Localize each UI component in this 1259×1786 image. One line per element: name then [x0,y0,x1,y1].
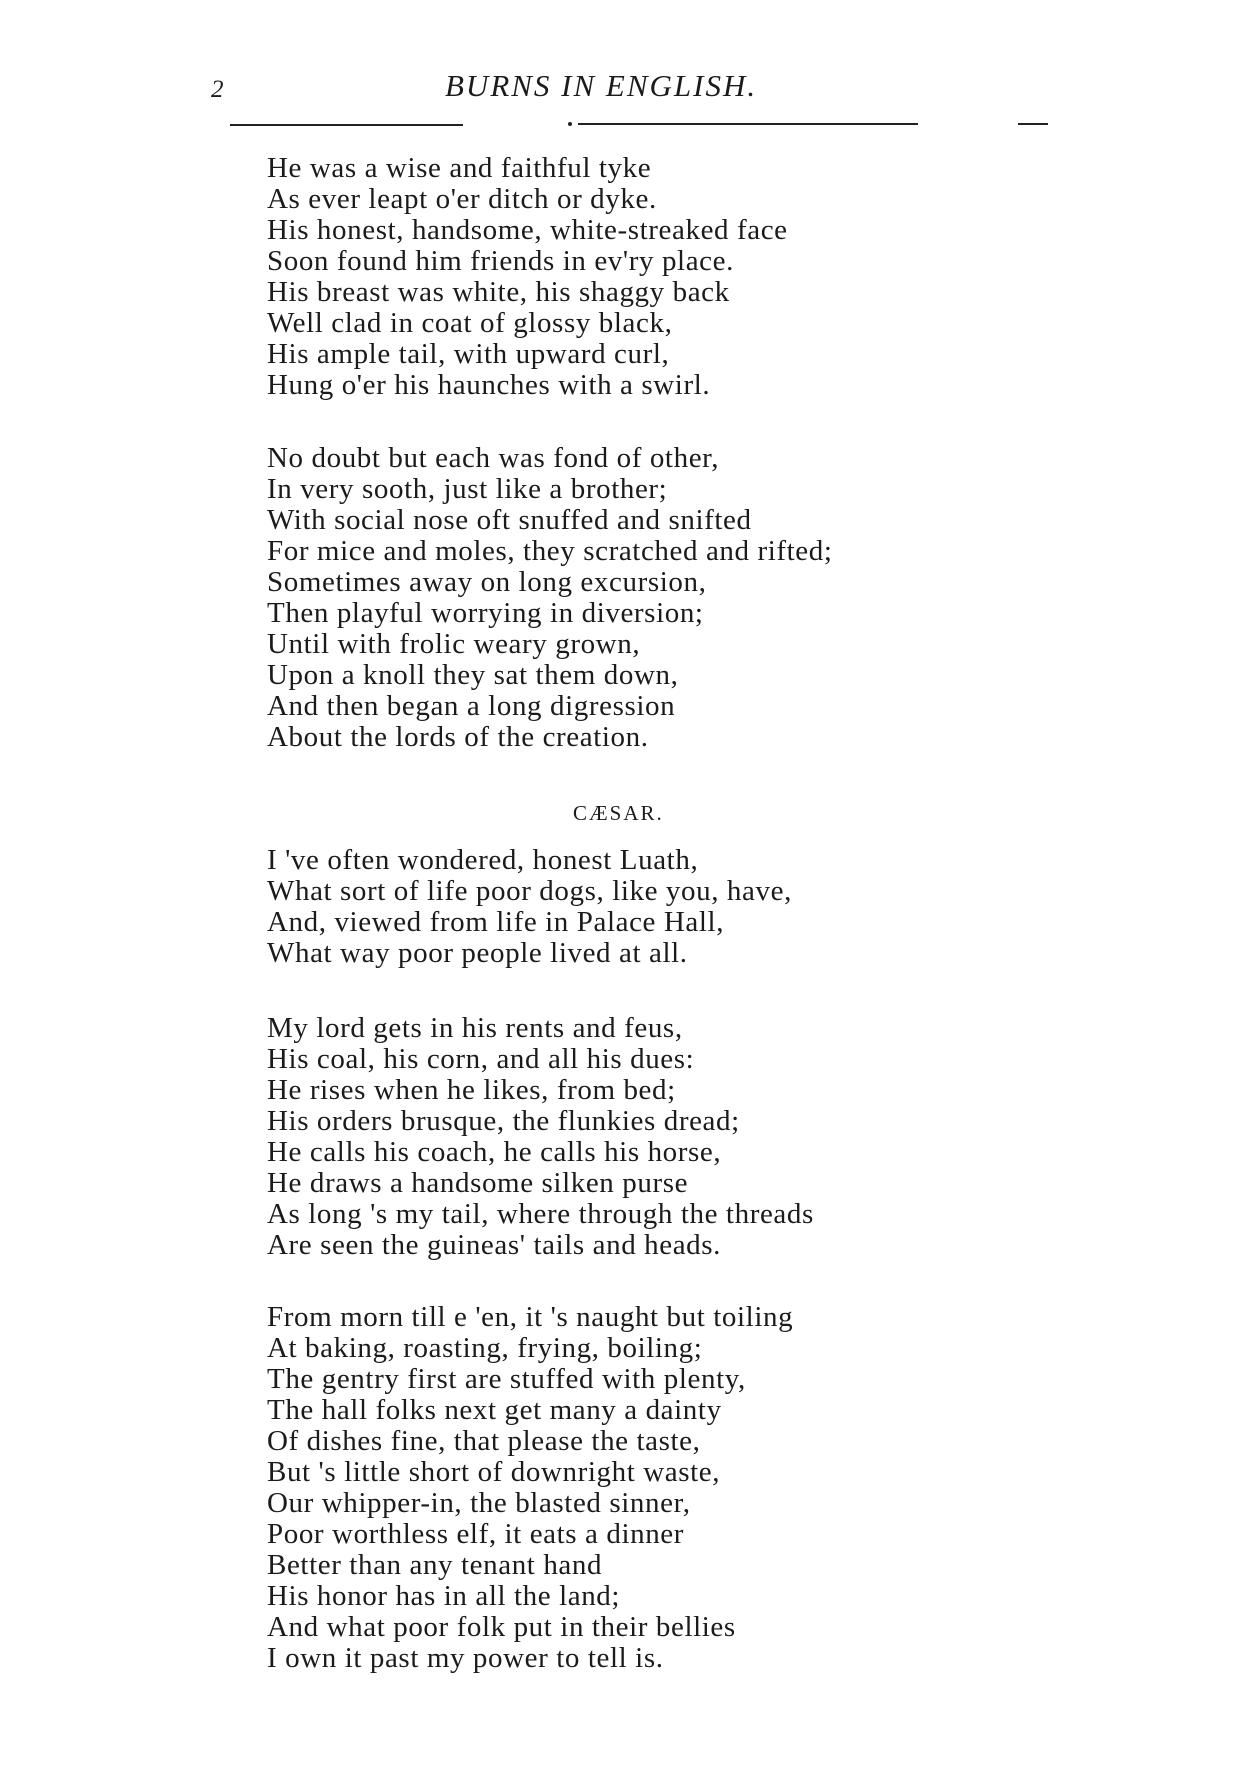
verse-line: I own it past my power to tell is. [267,1642,664,1674]
header-rule-short [1018,123,1048,125]
verse-line: Upon a knoll they sat them down, [267,659,679,691]
stanza-2 [267,443,833,753]
verse-line: No doubt but each was fond of other, [267,442,720,474]
verse-line: What sort of life poor dogs, like you, have, [267,875,792,907]
verse-line: As ever leapt o'er ditch or dyke. [267,183,657,215]
verse-line: Poor worthless elf, it eats a dinner [267,1518,685,1550]
stanza-4 [267,1013,814,1261]
verse-line: He was a wise and faithful tyke [267,152,652,184]
verse-line: Sometimes away on long excursion, [267,566,707,598]
verse-line: And what poor folk put in their bellies [267,1611,736,1643]
verse-line: I 've often wondered, honest Luath, [267,844,699,876]
verse-line: Until with frolic weary grown, [267,628,641,660]
header-rule-right [578,123,918,125]
verse-line: Soon found him friends in ev'ry place. [267,245,734,277]
verse-line: Hung o'er his haunches with a swirl. [267,369,711,401]
verse-line: What way poor people lived at all. [267,937,688,969]
verse-line: The hall folks next get many a dainty [267,1394,722,1426]
verse-line: His honest, handsome, white-streaked face [267,214,788,246]
stanza-5 [267,1302,793,1674]
verse-line: And then began a long digression [267,690,676,722]
running-title: BURNS IN ENGLISH. [445,68,758,103]
verse-line: In very sooth, just like a brother; [267,473,668,505]
verse-line: The gentry first are stuffed with plenty, [267,1363,746,1395]
verse-line: Are seen the guineas' tails and heads. [267,1229,722,1261]
verse-line: My lord gets in his rents and feus, [267,1012,683,1044]
verse-line: As long 's my tail, where through the threads [267,1198,814,1230]
verse-line: From morn till e 'en, it 's naught but toiling [267,1301,794,1333]
verse-line: For mice and moles, they scratched and rifted; [267,535,833,567]
speaker-heading: CÆSAR. [573,801,664,825]
verse-line: And, viewed from life in Palace Hall, [267,906,725,938]
verse-line: He calls his coach, he calls his horse, [267,1136,722,1168]
verse-line: Better than any tenant hand [267,1549,603,1581]
verse-line: His honor has in all the land; [267,1580,621,1612]
verse-line: With social nose oft snuffed and snifted [267,504,752,536]
verse-line: His orders brusque, the flunkies dread; [267,1105,740,1137]
verse-line: His breast was white, his shaggy back [267,276,730,308]
verse-line: Well clad in coat of glossy black, [267,307,673,339]
verse-line: His ample tail, with upward curl, [267,338,670,370]
verse-line: His coal, his corn, and all his dues: [267,1043,695,1075]
verse-line: Our whipper-in, the blasted sinner, [267,1487,691,1519]
header-rule-left [230,124,463,126]
stanza-3 [267,845,792,969]
verse-line: About the lords of the creation. [267,721,649,753]
verse-line: But 's little short of downright waste, [267,1456,721,1488]
verse-line: He draws a handsome silken purse [267,1167,689,1199]
page-header [0,66,1259,126]
verse-line: He rises when he likes, from bed; [267,1074,676,1106]
header-rule-dot [568,122,572,126]
verse-line: At baking, roasting, frying, boiling; [267,1332,703,1364]
verse-line: Of dishes fine, that please the taste, [267,1425,701,1457]
page-number: 2 [211,76,224,103]
stanza-1 [267,153,788,401]
verse-line: Then playful worrying in diversion; [267,597,704,629]
